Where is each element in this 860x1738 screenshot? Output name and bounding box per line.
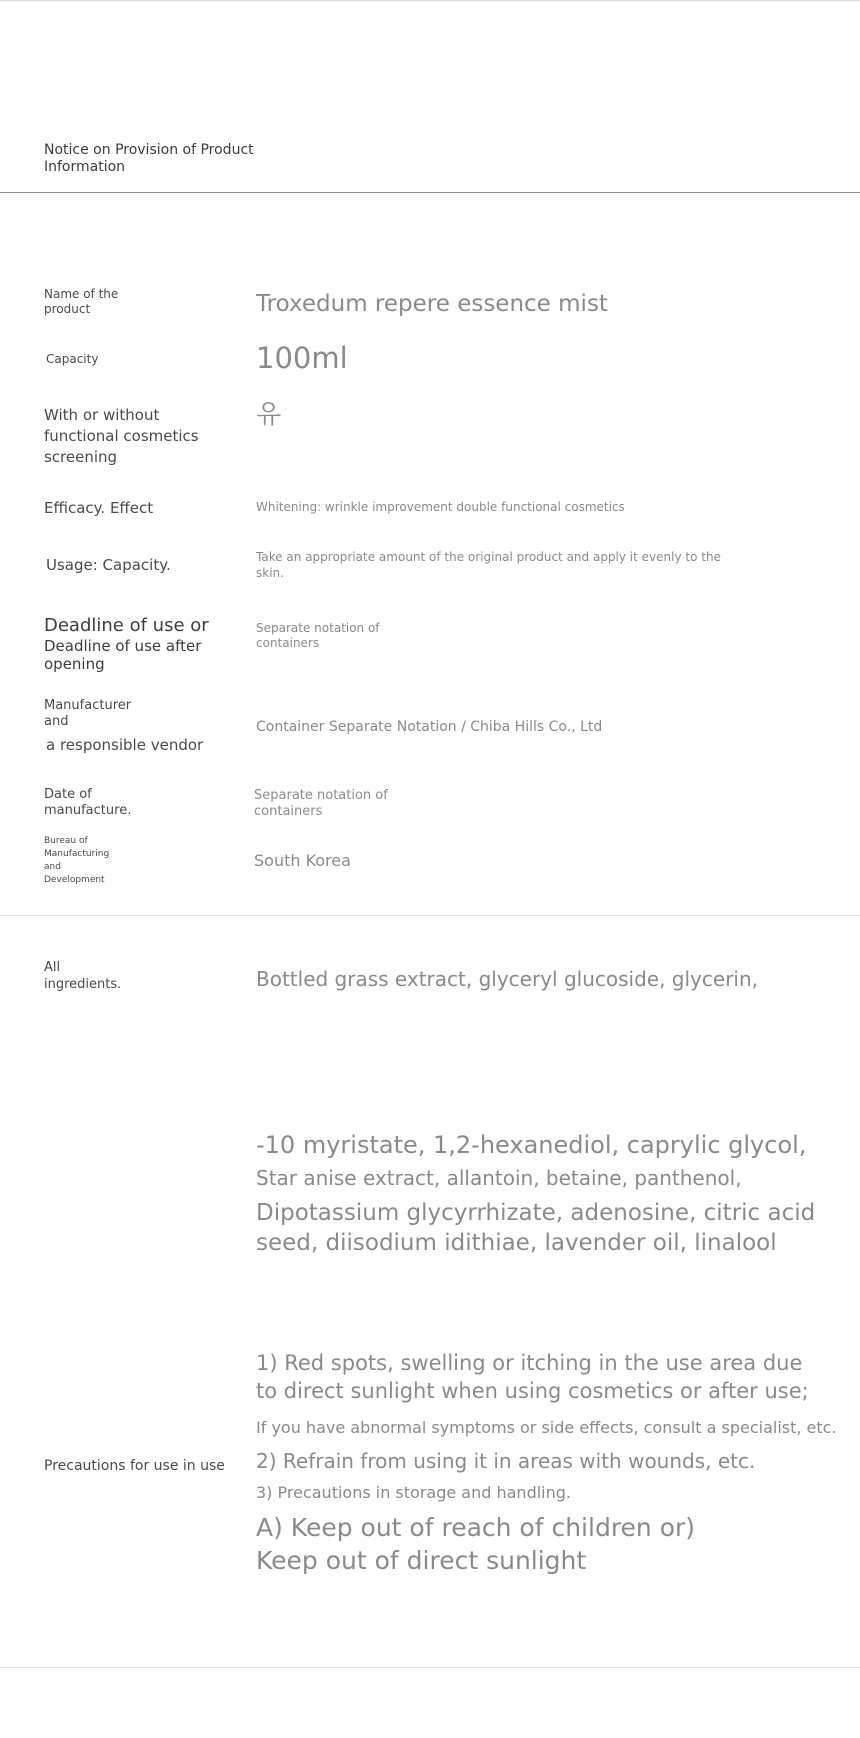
- bureau-label-line2: Manufacturing: [44, 849, 110, 859]
- manufacturer-label-line2: and: [44, 714, 69, 729]
- deadline-value-line1: Separate notation of: [256, 621, 380, 635]
- precautions-line4: 2) Refrain from using it in areas with wounds, etc.: [256, 1449, 756, 1473]
- date-label-line1: Date of: [44, 787, 92, 802]
- ingredients-line5: seed, diisodium idithiae, lavender oil, linalool: [256, 1230, 777, 1256]
- bureau-value: South Korea: [254, 851, 351, 870]
- usage-value-line2: skin.: [256, 566, 284, 580]
- deadline-label-line2: Deadline of use after: [44, 637, 202, 655]
- product-name-label-line2: product: [44, 302, 91, 316]
- functional-value: 유: [256, 400, 282, 430]
- functional-label: [44, 405, 199, 468]
- page-title: [44, 142, 254, 176]
- capacity-value: 100ml: [256, 341, 348, 375]
- precautions-line6: A) Keep out of reach of children or): [256, 1513, 696, 1542]
- precautions-label: Precautions for use in use: [44, 1458, 225, 1474]
- bureau-label-line3: and: [44, 862, 61, 872]
- precautions-line7: Keep out of direct sunlight: [256, 1546, 587, 1575]
- date-value-line1: Separate notation of: [254, 788, 388, 803]
- capacity-label: Capacity: [46, 352, 99, 366]
- ingredients-label-line1: All: [44, 960, 61, 975]
- manufacturer-value: Container Separate Notation / Chiba Hills Co., Ltd: [256, 719, 603, 735]
- ingredients-line3: Star anise extract, allantoin, betaine, panthenol,: [256, 1166, 742, 1190]
- ingredients-line2: -10 myristate, 1,2-hexanediol, caprylic glycol,: [256, 1131, 807, 1159]
- deadline-value: [256, 621, 380, 651]
- deadline-value-line2: containers: [256, 636, 320, 650]
- ingredients-line1: Bottled grass extract, glyceryl glucoside, glycerin,: [256, 967, 759, 991]
- usage-value-line1: Take an appropriate amount of the original product and apply it evenly to the: [256, 550, 721, 564]
- page-title-line1: Notice on Provision of Product: [44, 142, 254, 158]
- date-value: [254, 788, 388, 820]
- ingredients-label: [44, 959, 121, 993]
- precautions-line1: 1) Red spots, swelling or itching in the use area due: [256, 1351, 803, 1375]
- header-divider: [0, 192, 860, 193]
- page-title-line2: Information: [44, 159, 126, 175]
- precautions-line2: to direct sunlight when using cosmetics or after use;: [256, 1379, 809, 1403]
- section-divider: [0, 915, 860, 916]
- precautions-line3: If you have abnormal symptoms or side effects, consult a specialist, etc.: [256, 1418, 837, 1437]
- ingredients-label-line2: ingredients.: [44, 977, 122, 992]
- date-value-line2: containers: [254, 804, 323, 819]
- functional-label-line2: functional cosmetics: [44, 427, 199, 445]
- date-label: [44, 787, 131, 819]
- usage-label: Usage: Capacity.: [46, 556, 171, 574]
- functional-label-line1: With or without: [44, 406, 160, 424]
- bureau-label-line4: Development: [44, 875, 105, 885]
- top-border: [0, 0, 860, 1]
- deadline-label-line1: Deadline of use or: [44, 615, 209, 636]
- product-name-label-line1: Name of the: [44, 287, 119, 301]
- manufacturer-label: [44, 698, 203, 755]
- date-label-line2: manufacture.: [44, 803, 132, 818]
- deadline-label-line3: opening: [44, 655, 105, 673]
- efficacy-label: Efficacy. Effect: [44, 499, 154, 517]
- efficacy-value: Whitening: wrinkle improvement double functional cosmetics: [256, 500, 625, 514]
- precautions-line5: 3) Precautions in storage and handling.: [256, 1483, 571, 1502]
- deadline-label: [44, 614, 209, 673]
- manufacturer-label-line3: a responsible vendor: [46, 736, 204, 754]
- bottom-divider: [0, 1667, 860, 1668]
- bureau-label: [44, 835, 109, 887]
- ingredients-line4: Dipotassium glycyrrhizate, adenosine, citric acid: [256, 1200, 816, 1226]
- product-name-value: Troxedum repere essence mist: [256, 291, 608, 317]
- manufacturer-label-line1: Manufacturer: [44, 698, 132, 713]
- product-name-label: [44, 287, 118, 317]
- functional-label-line3: screening: [44, 448, 118, 466]
- usage-value: [256, 549, 721, 581]
- bureau-label-line1: Bureau of: [44, 836, 88, 846]
